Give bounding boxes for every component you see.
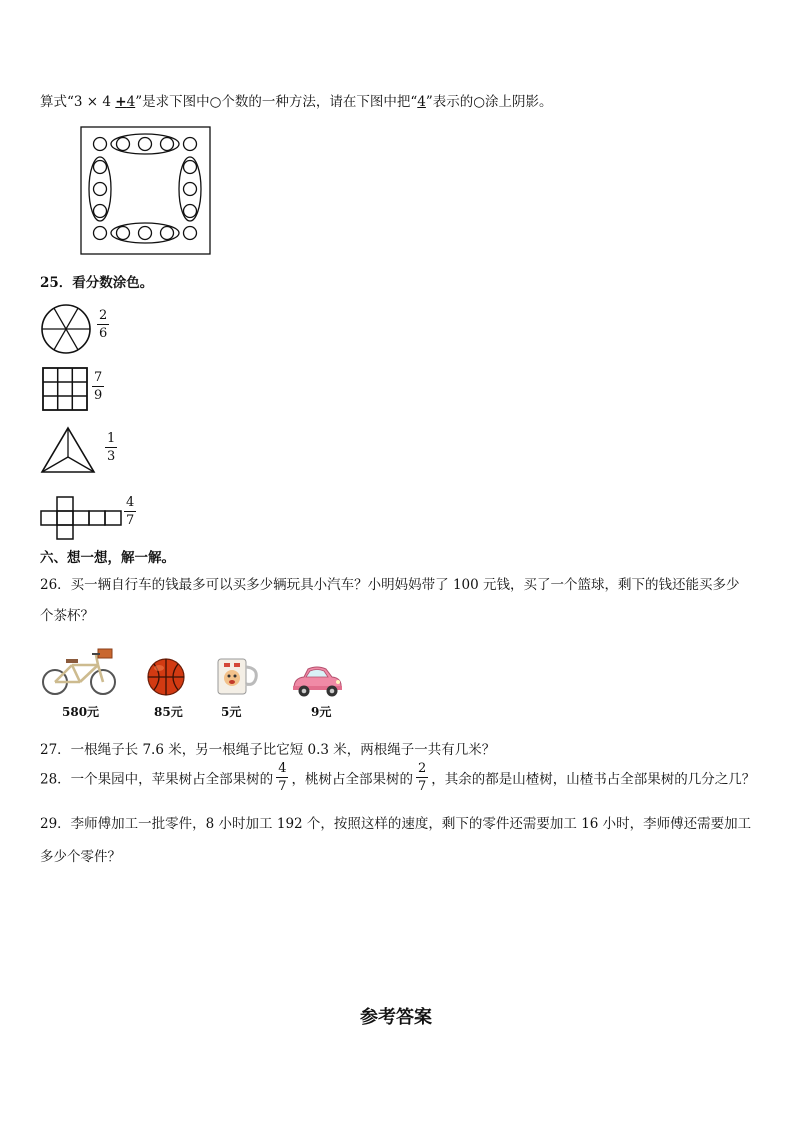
bicycle-icon (40, 645, 120, 697)
q26-line-1: 26．买一辆自行车的钱最多可以买多少辆玩具小汽车？小明妈妈带了 100 元钱，买了一个篮球，剩下的钱还能买多少 (40, 577, 740, 593)
q26-line-2: 个茶杯？ (40, 608, 94, 624)
fraction-2-6: $\frac{2}{6}$ (99, 308, 108, 341)
fraction-4-7-apple: $\frac{4}{7}$ (278, 761, 287, 794)
cup-icon (216, 656, 260, 698)
fraction-1-3: $\frac{1}{3}$ (107, 431, 116, 464)
q29-line-2: 多少个零件？ (40, 849, 121, 865)
circles-figure[interactable] (80, 126, 212, 256)
bicycle-price: 580元 (62, 705, 100, 719)
circle-sixths-shape[interactable] (40, 303, 92, 355)
q25-title: 25．看分数涂色。 (40, 275, 154, 291)
q24-text: 算式“3 × 4 +4”是求下图中○个数的一种方法，请在下图中把“4”表示的○涂上阴影。 (40, 94, 553, 110)
basketball-icon (146, 657, 186, 697)
basketball-price: 85元 (154, 705, 183, 719)
q27-text: 27．一根绳子长 7.6 米，另一根绳子比它短 0.3 米，两根绳子一共有几米？ (40, 742, 496, 758)
cup-price: 5元 (221, 705, 242, 719)
fraction-2-7-peach: $\frac{2}{7}$ (417, 761, 427, 794)
toy-car-icon (290, 664, 344, 698)
q28-text: 28．一个果园中，苹果树占全部果树的 $\frac{4}{7}$ ，桃树占全部果树的 $\frac{2}{7}$ ，其余的都是山楂树，山楂书占全部果树的几分之几？ (40, 761, 756, 794)
fraction-7-9: $\frac{7}{9}$ (94, 370, 103, 403)
grid-ninths-shape[interactable] (42, 367, 88, 411)
fraction-4-7: $\frac{4}{7}$ (126, 495, 135, 528)
q29-line-1: 29．李师傅加工一批零件，8 小时加工 192 个，按照这样的速度，剩下的零件还需要加工 16 小时，李师傅还需要加工 (40, 816, 752, 832)
cross-sevenths-shape[interactable] (40, 496, 124, 540)
toy-car-price: 9元 (311, 705, 332, 719)
answer-key-title: 参考答案 (360, 1007, 432, 1028)
triangle-thirds-shape[interactable] (40, 426, 96, 474)
section-6-title: 六、想一想，解一解。 (40, 550, 175, 566)
